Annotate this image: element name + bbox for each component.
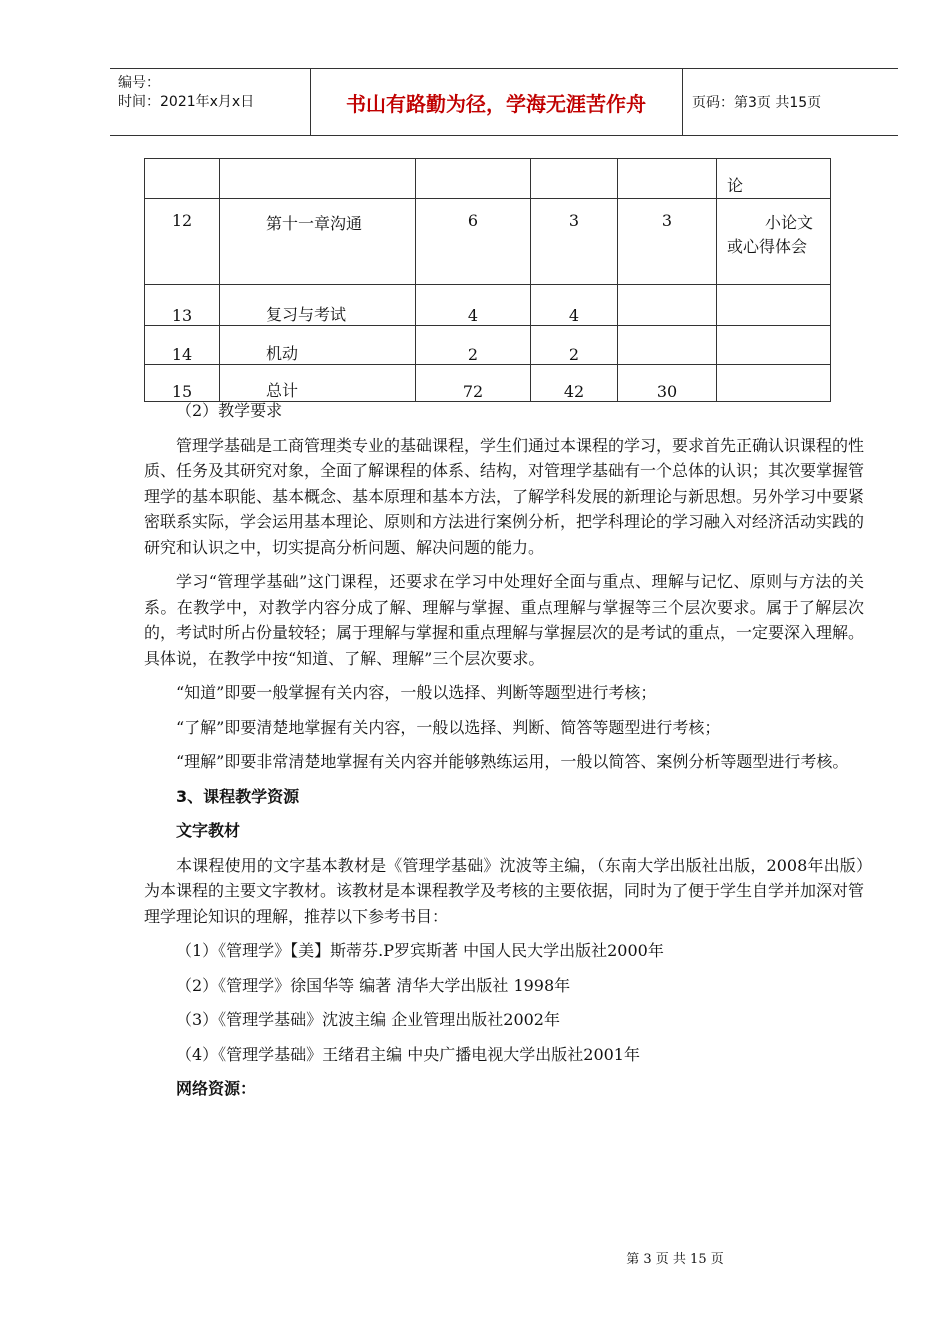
table-cell: 3 xyxy=(531,199,618,285)
table-row xyxy=(145,326,831,365)
teaching-requirements-title: （2）教学要求 xyxy=(176,401,283,420)
paragraph: 学习“管理学基础”这门课程，还要求在学习中处理好全面与重点、理解与记忆、原则与方法的关系。在教学中，对教学内容分成了解、理解与掌握、重点理解与掌握等三个层次要求。属于了解层次的，考试时所占份量较轻；属于理解与掌握和重点理解与掌握层次的是考试的重点，一定要深入理解。具体说，在教学中按“知道、了解、理解”三个层次要求。 xyxy=(144,572,865,668)
reference-item: （1）《管理学》【美】斯蒂芬.P罗宾斯著 中国人民大学出版社2000年 xyxy=(176,941,664,960)
subsection-title: 文字教材 xyxy=(176,821,241,840)
page-footer: 第 3 页 共 15 页 xyxy=(626,1252,724,1267)
paragraph: 管理学基础是工商管理类专业的基础课程，学生们通过本课程的学习，要求首先正确认识课程的性质、任务及其研究对象，全面了解课程的体系、结构，对管理学基础有一个总体的认识；其次要掌握管理学的基本职能、基本概念、基本原理和基本方法，了解学科发展的新理论与新思想。另外学习中要紧密联系实际，学会运用基本理论、原则和方法进行案例分析，把学科理论的学习融入对经济活动实践的研究和认识之中，切实提高分析问题、解决问题的能力。 xyxy=(144,435,865,557)
header-motto: 书山有路勤为径，学海无涯苦作舟 xyxy=(310,69,683,135)
schedule-table xyxy=(144,158,831,402)
header-meta xyxy=(110,69,311,135)
table-cell: 总计 xyxy=(220,365,416,402)
table-row xyxy=(145,159,831,199)
table-cell: 6 xyxy=(416,199,531,285)
reference-item: （2）《管理学》徐国华等 编著 清华大学出版社 1998年 xyxy=(176,975,571,995)
table-cell: 14 xyxy=(145,326,220,365)
table-cell: 4 xyxy=(531,285,618,326)
page-header xyxy=(110,68,898,136)
cell-text-line: 小论文 xyxy=(765,213,814,232)
table-cell xyxy=(717,199,831,285)
paragraph: “了解”即要清楚地掌握有关内容，一般以选择、判断、简答等题型进行考核； xyxy=(176,717,721,737)
table-cell: 72 xyxy=(416,365,531,402)
paragraph: 本课程使用的文字基本教材是《管理学基础》沈波等主编，（东南大学出版社出版，2008年出版）为本课程的主要文字教材。该教材是本课程教学及考核的主要依据，同时为了便于学生自学并加深对管理学理论知识的理解，推荐以下参考书目： xyxy=(144,855,865,926)
number-label: 编号： xyxy=(118,75,160,91)
table-cell xyxy=(416,159,531,199)
table-cell: 12 xyxy=(145,199,220,285)
table-cell: 2 xyxy=(416,326,531,365)
table-cell xyxy=(717,285,831,326)
table-row xyxy=(145,365,831,402)
table-cell: 13 xyxy=(145,285,220,326)
cell-text: 论 xyxy=(727,176,744,195)
table-cell: 第十一章沟通 xyxy=(220,199,416,285)
reference-item: （3）《管理学基础》沈波主编 企业管理出版社2002年 xyxy=(176,1010,560,1029)
table-cell xyxy=(618,159,717,199)
table-cell: 机动 xyxy=(220,326,416,365)
table-cell: 3 xyxy=(618,199,717,285)
table-cell xyxy=(618,326,717,365)
table-cell: 4 xyxy=(416,285,531,326)
paragraph: “理解”即要非常清楚地掌握有关内容并能够熟练运用，一般以简答、案例分析等题型进行考核。 xyxy=(176,752,849,771)
table-cell xyxy=(717,159,831,199)
table-cell: 30 xyxy=(618,365,717,402)
subsection-title: 网络资源： xyxy=(176,1079,257,1098)
table-cell xyxy=(531,159,618,199)
table-row xyxy=(145,285,831,326)
cell-text-line: 或心得体会 xyxy=(727,237,808,256)
table-cell: 复习与考试 xyxy=(220,285,416,326)
table-cell xyxy=(717,365,831,402)
paragraph: “知道”即要一般掌握有关内容，一般以选择、判断等题型进行考核； xyxy=(176,683,657,702)
table-cell xyxy=(618,285,717,326)
document-body xyxy=(144,398,864,1102)
date-label: 时间：2021年x月x日 xyxy=(118,94,255,110)
table-cell: 2 xyxy=(531,326,618,365)
header-page-label: 页码：第3页 共15页 xyxy=(692,95,822,111)
table-cell xyxy=(220,159,416,199)
table-cell xyxy=(717,326,831,365)
section-title: 3、课程教学资源 xyxy=(176,786,300,806)
reference-item: （4）《管理学基础》王绪君主编 中央广播电视大学出版社2001年 xyxy=(176,1044,640,1064)
table-cell: 42 xyxy=(531,365,618,402)
table-cell: 15 xyxy=(145,365,220,402)
table-row xyxy=(145,199,831,285)
table-cell xyxy=(145,159,220,199)
